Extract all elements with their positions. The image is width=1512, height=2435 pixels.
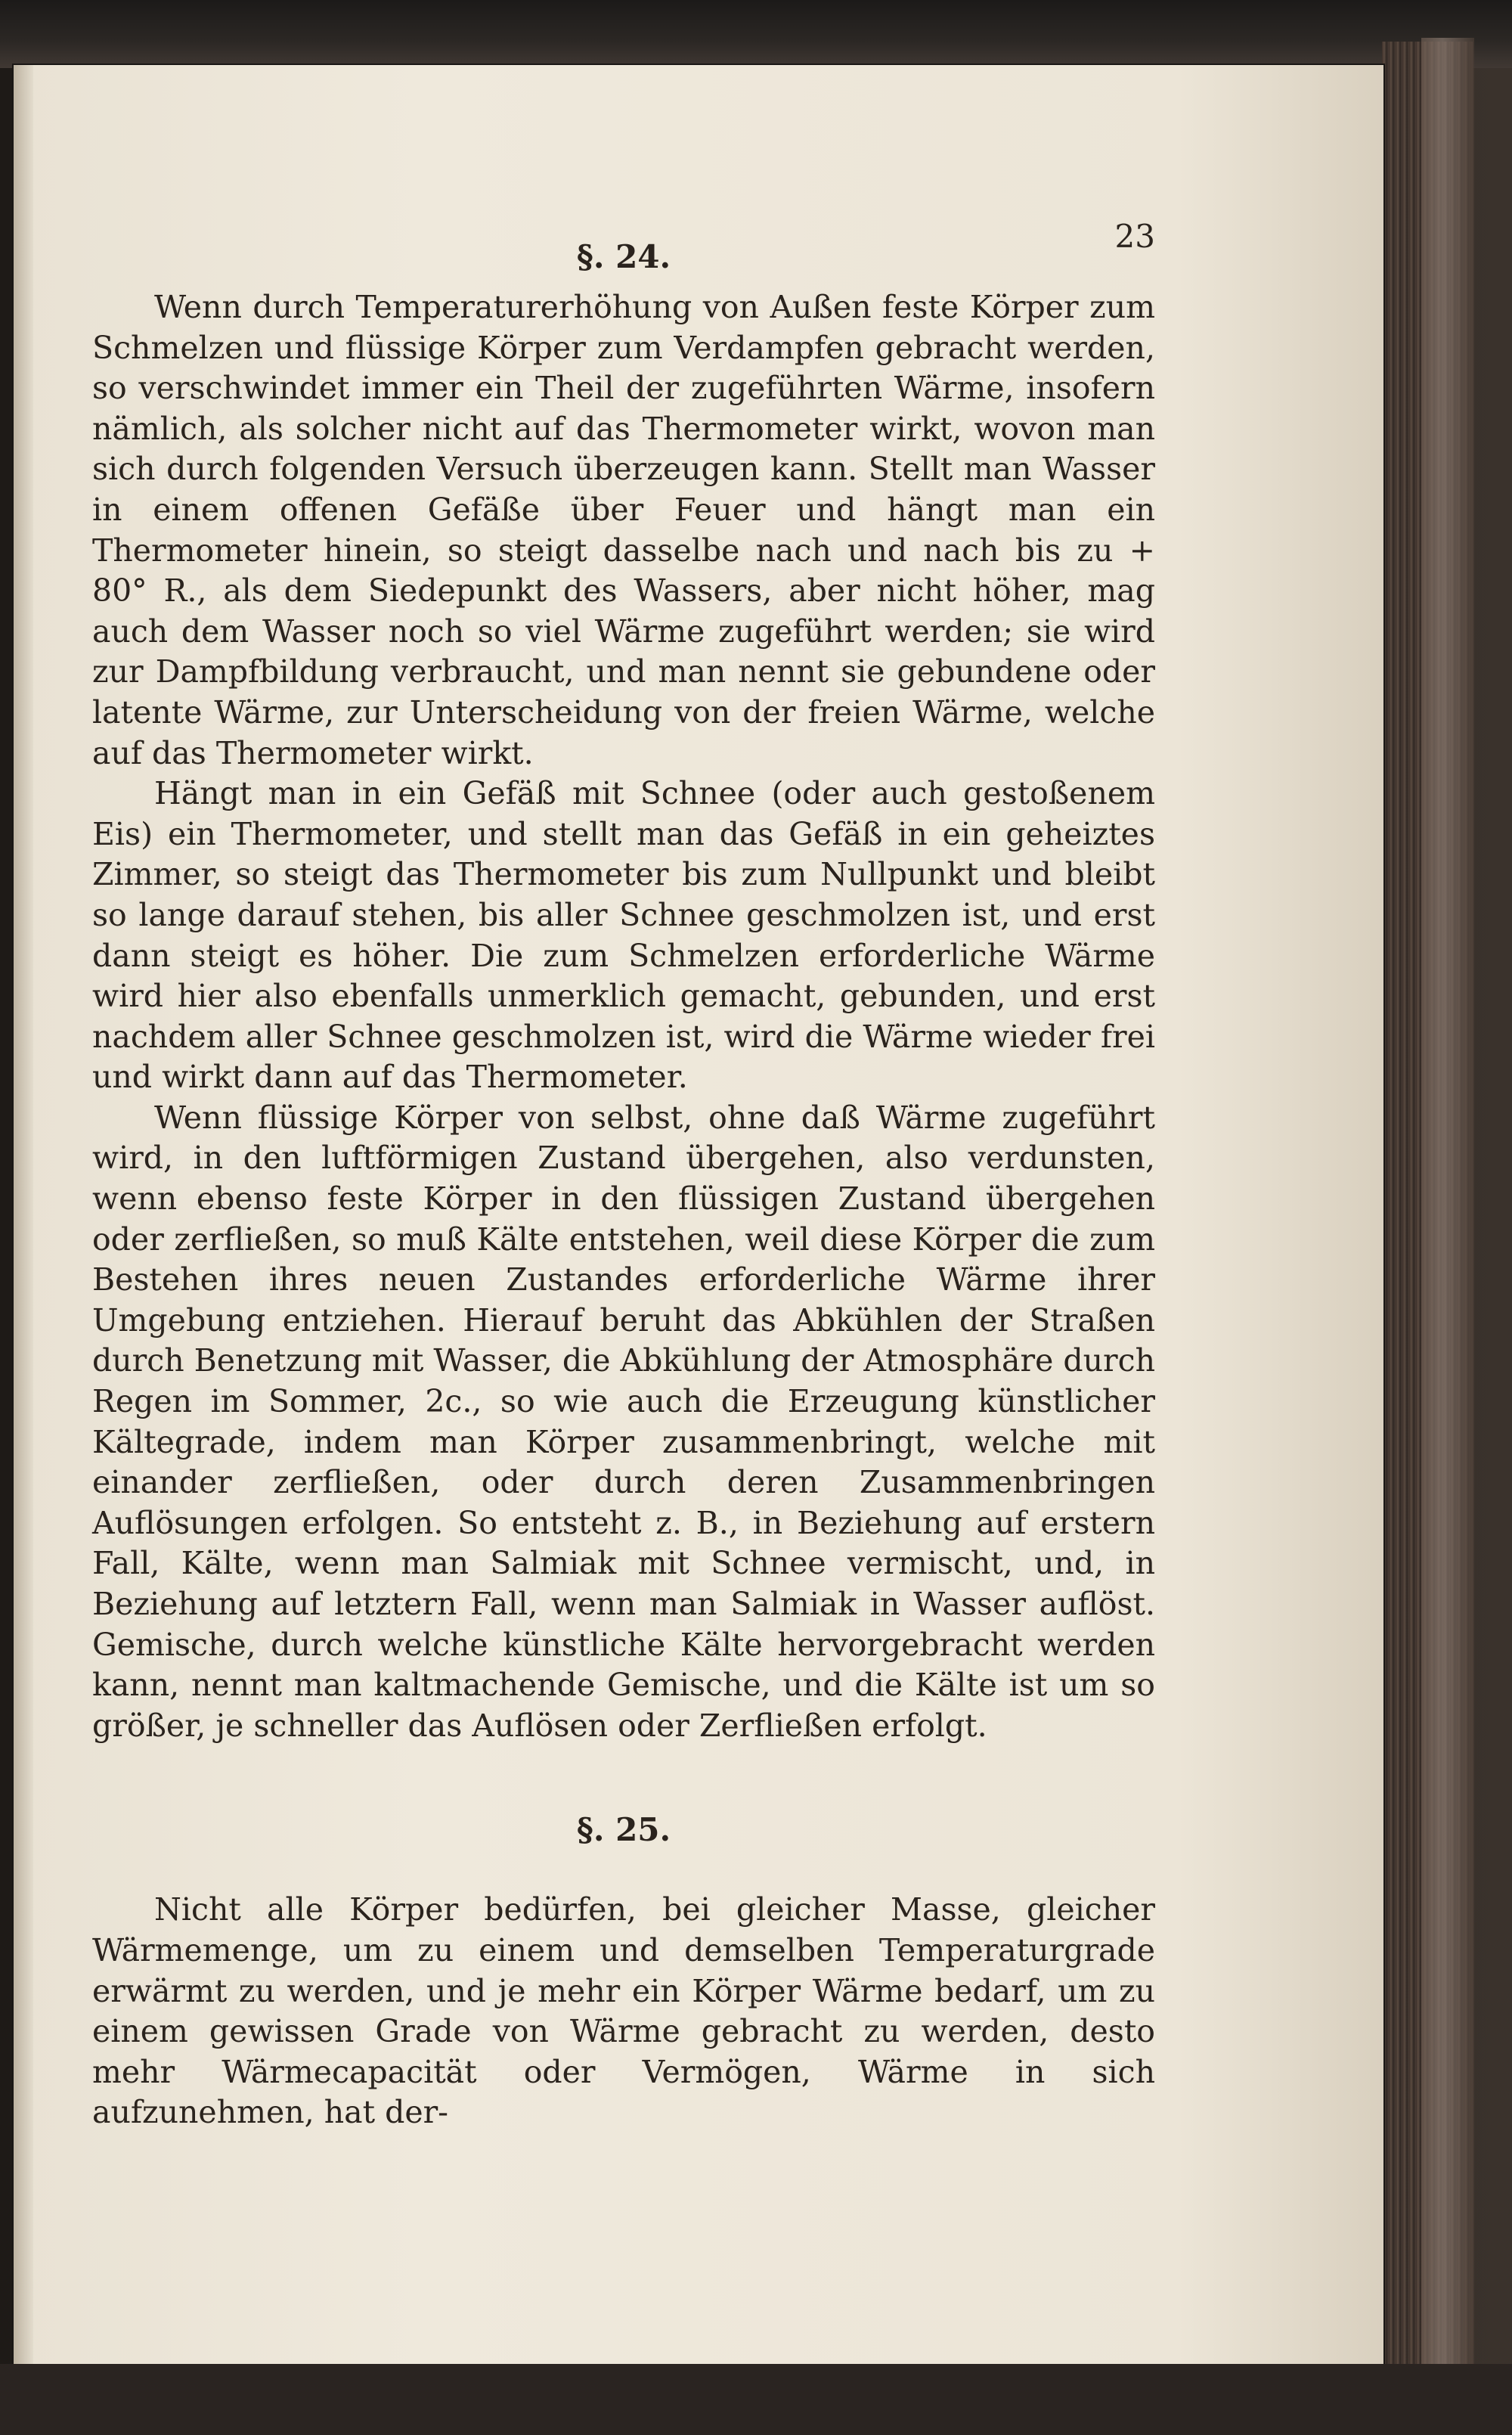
book-bottom-edge	[0, 2364, 1512, 2435]
page-number: 23	[1114, 218, 1155, 255]
paragraph: Nicht alle Körper bedürfen, bei gleicher Masse, gleicher Wärmemenge, um zu einem und demselben Temperaturgrade erwärmt zu werden, und je mehr ein Körper Wärme bedarf, um zu einem gewissen Grade von Wärme gebracht zu werden, desto mehr Wärmecapacität oder Vermögen, Wärme in sich aufzunehmen, hat der-	[92, 1891, 1155, 2131]
paragraph: Hängt man in ein Gefäß mit Schnee (oder auch gestoßenem Eis) ein Thermometer, und stellt man das Gefäß in ein geheiztes Zimmer, so steigt das Thermometer bis zum Nullpunkt und bleibt so lange darauf stehen, bis aller Schnee geschmolzen ist, und erst dann steigt es höher. Die zum Schmelzen erforderliche Wärme wird hier also ebenfalls unmerklich gemacht, gebunden, und erst nachdem aller Schnee geschmolzen ist, wird die Wärme wieder frei und wirkt dann auf das Thermometer.	[92, 775, 1155, 1096]
book-top-edge	[0, 0, 1512, 68]
page-text	[92, 204, 1155, 2133]
paragraph: Wenn durch Temperaturerhöhung von Außen feste Körper zum Schmelzen und flüssige Körper zum Verdampfen gebracht werden, so verschwindet immer ein Theil der zugeführten Wärme, insofern nämlich, als solcher nicht auf das Thermometer wirkt, wovon man sich durch folgenden Versuch überzeugen kann. Stellt man Wasser in einem offenen Gefäße über Feuer und hängt man ein Thermometer hinein, so steigt dasselbe nach und nach bis zu + 80° R., als dem Siedepunkt des Wassers, aber nicht höher, mag auch dem Wasser noch so viel Wärme zugeführt werden; sie wird zur Dampfbildung verbraucht, und man nennt sie gebundene oder latente Wärme, zur Unterscheidung von der freien Wärme, welche auf das Thermometer wirkt.	[92, 289, 1155, 771]
book-cover-edge	[1421, 38, 1474, 2397]
section-heading-24: §. 24.	[576, 238, 671, 275]
section-heading-25: §. 25.	[576, 1811, 671, 1849]
paragraph: Wenn flüssige Körper von selbst, ohne daß Wärme zugeführt wird, in den luftförmigen Zustand übergehen, also verdunsten, wenn ebenso feste Körper in den flüssigen Zustand übergehen oder zerfließen, so muß Kälte entstehen, weil diese Körper die zum Bestehen ihres neuen Zustandes erforderliche Wärme ihrer Umgebung entziehen. Hierauf beruht das Abkühlen der Straßen durch Benetzung mit Wasser, die Abkühlung der Atmosphäre durch Regen im Sommer, 2c., so wie auch die Erzeugung künstlicher Kältegrade, indem man Körper zusammenbringt, welche mit einander zerfließen, oder durch deren Zusammenbringen Auflösungen erfolgen. So entsteht z. B., in Beziehung auf erstern Fall, Kälte, wenn man Salmiak mit Schnee vermischt, und, in Beziehung auf letztern Fall, wenn man Salmiak in Wasser auflöst. Gemische, durch welche künstliche Kälte hervorgebracht werden kann, nennt man kaltmachende Gemische, und die Kälte ist um so größer, je schneller das Auflösen oder Zerfließen erfolgt.	[92, 1099, 1155, 1744]
page-gutter	[14, 65, 33, 2364]
